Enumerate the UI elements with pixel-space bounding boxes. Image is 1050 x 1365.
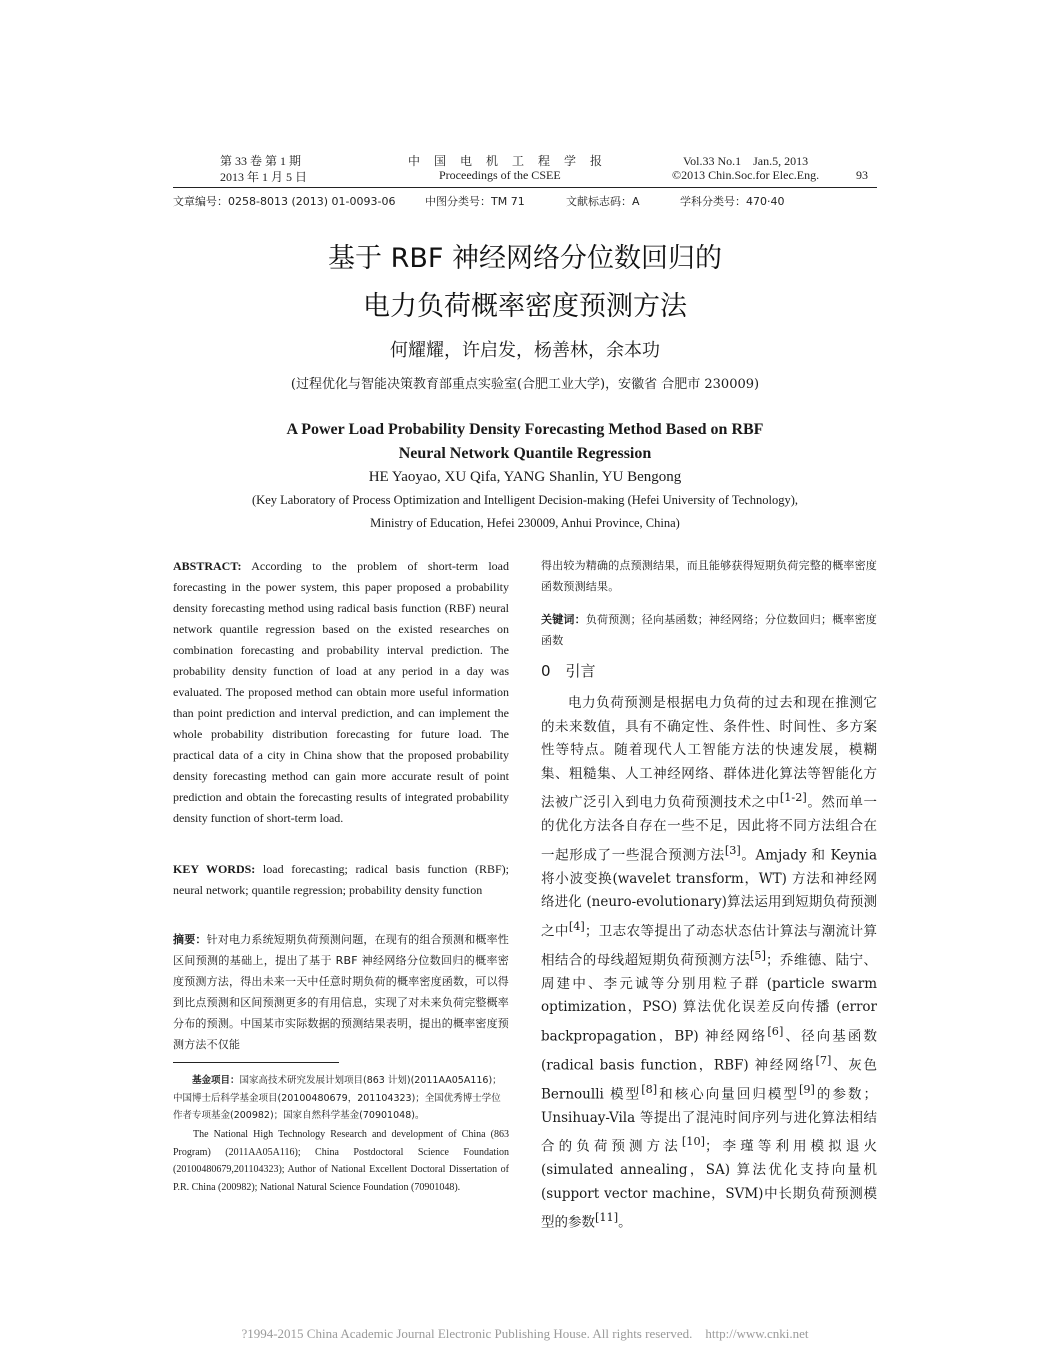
section-heading-intro: 0 引言 (541, 662, 596, 680)
header-rule (173, 187, 877, 188)
keywords-en-label: KEY WORDS: (173, 862, 256, 876)
abstract-cn-text: 针对电力系统短期负荷预测问题，在现有的组合预测和概率性区间预测的基础上，提出了基于 RBF 神经网络分位数回归的概率密度预测方法，得出未来一天中任意时期负荷的概率密度函数，可以得到比点预测和区间预测更多的有用信息，实现了对未来负荷完整概率分布的预测。中国某市实际数据的预测结果表明，提出的概率密度预测方法不仅能 (173, 933, 510, 1051)
intro-text-i: 的参数；Unsihuay-Vila 等提出了混沌时间序列与进化算法相结合的负荷预测方法 (541, 1086, 878, 1155)
citation-3: [3] (724, 843, 741, 857)
affiliation-en-line2: Ministry of Education, Hefei 230009, Anhui Province, China) (370, 516, 680, 530)
keywords-en-text: load forecasting; radical basis function (RBF); neural network; quantile regression; probability density function (173, 862, 509, 897)
authors-cn: 何耀耀，许启发，杨善林，余本功 (390, 340, 660, 361)
citation-10: [10] (681, 1135, 705, 1148)
intro-text-g: 、灰色 Bernoulli 模型 (541, 1057, 877, 1102)
clc-number: 中图分类号：TM 71 (425, 195, 525, 208)
document-code: 文献标志码：A (566, 195, 640, 208)
title-cn-line1: 基于 RBF 神经网络分位数回归的 (328, 243, 722, 274)
article-number: 文章编号：0258-8013 (2013) 01-0093-06 (173, 195, 396, 208)
abstract-en (173, 556, 509, 829)
keywords-en (173, 859, 509, 901)
affiliation-en-line1: (Key Laboratory of Process Optimization and Intelligent Decision-making (Hefei University of Technology), (252, 493, 798, 507)
header-journal-cn: 中 国 电 机 工 程 学 报 (408, 154, 604, 168)
authors-en: HE Yaoyao, XU Qifa, YANG Shanlin, YU Bengong (368, 469, 682, 485)
abstract-cn (173, 929, 509, 1055)
header-volume: 第 33 卷 第 1 期 (220, 154, 302, 168)
header-copyright: ©2013 Chin.Soc.for Elec.Eng. (672, 168, 820, 182)
intro-text-a: 电力负荷预测是根据电力负荷的过去和现在推测它的未来数值，具有不确定性、条件性、时间性、多方案性等特点。随着现代人工智能方法的快速发展，模糊集、粗糙集、人工神经网络、群体进化算法等智能化方法被广泛引入到电力负荷预测技术之中 (541, 695, 877, 811)
intro-text-e: ；乔维德、陆宁、周建中、李元诚等分别用粒子群 (particle swarm optimization，PSO) 算法优化误差反向传播 (error backpropagation，BP) 神经网络 (541, 952, 878, 1044)
intro-paragraph (541, 692, 877, 1235)
citation-11: [11] (595, 1211, 619, 1224)
footnote-cn-label: 基金项目： (192, 1075, 240, 1086)
footnote-rule (173, 1062, 339, 1063)
intro-text-h: 和核心向量回归模型 (657, 1086, 799, 1102)
citation-4: [4] (568, 919, 585, 933)
footnote-cn-text: 国家高技术研究发展计划项目(863 计划)(2011AA05A116)；中国博士后科学基金项目(20100480679，201104323)；全国优秀博士学位作者专项基金(200982)；国家自然科学基金(70901048)。 (173, 1075, 502, 1121)
intro-text-j: ；李瑾等利用模拟退火 (simulated annealing，SA) 算法优化支持向量机 (support vector machine，SVM)中长期负荷预测模型的参数 (541, 1138, 878, 1231)
keywords-cn-label: 关键词： (541, 613, 586, 626)
abstract-en-label: ABSTRACT: (173, 559, 242, 573)
citation-1-2: [1-2] (779, 791, 807, 804)
intro-text-d: ；卫志农等提出了动态状态估计算法与潮流计算相结合的母线超短期负荷预测方法 (541, 923, 878, 968)
abstract-cn-label: 摘要： (173, 933, 207, 946)
abstract-en-text: According to the problem of short-term load forecasting in the power system, this paper proposed a probability density forecasting method using radical basis function (RBF) neural network quantile regression based on the existed researches on combination forecasting and probability interval prediction. The probability density function of load at any period in a day was evaluated. The proposed method can obtain more useful information than point prediction and interval prediction, and can implement the whole probability distribution forecasting for future load. The practical data of a city in China show that the proposed probability density forecasting method can gain more accurate result of point prediction and obtain the forecasting results of integrated probability density function of short-term load. (173, 559, 509, 825)
header-date: 2013 年 1 月 5 日 (220, 170, 308, 184)
footnote-cn (173, 1072, 509, 1125)
page-number: 93 (856, 168, 868, 182)
subject-code: 学科分类号：470·40 (680, 195, 785, 208)
citation-9: [9] (798, 1082, 815, 1096)
header-vol-en: Vol.33 No.1 Jan.5, 2013 (683, 154, 809, 168)
citation-5: [5] (750, 948, 766, 962)
title-en-line1: A Power Load Probability Density Forecasting Method Based on RBF (286, 421, 764, 438)
keywords-cn (541, 609, 877, 651)
citation-7: [7] (815, 1053, 832, 1067)
title-en-line2: Neural Network Quantile Regression (398, 445, 652, 462)
citation-8: [8] (641, 1082, 658, 1096)
header-journal-en: Proceedings of the CSEE (439, 168, 561, 182)
page-footer: ?1994-2015 China Academic Journal Electronic Publishing House. All rights reserved. http://www.cnki.net (241, 1326, 809, 1341)
intro-text-b: 。然而单一的优化方法各自存在一些不足，因此将不同方法组合在一起形成了一些混合预测方法 (541, 794, 878, 863)
keywords-cn-text: 负荷预测；径向基函数；神经网络；分位数回归；概率密度函数 (541, 613, 878, 647)
intro-text-c: 。Amjady 和 Keynia 将小波变换(wavelet transform，WT) 方法和神经网络进化 (neuro-evolutionary)算法运用到短期负荷预测之中 (541, 847, 878, 939)
citation-6: [6] (767, 1024, 784, 1038)
title-cn-line2: 电力负荷概率密度预测方法 (363, 291, 687, 322)
abstract-cn-continued: 得出较为精确的点预测结果，而且能够获得短期负荷完整的概率密度函数预测结果。 (541, 559, 877, 593)
affiliation-cn: (过程优化与智能决策教育部重点实验室(合肥工业大学)，安徽省 合肥市 230009) (290, 377, 760, 392)
intro-text-k: 。 (618, 1214, 632, 1231)
intro-text-f: 、径向基函数 (radical basis function，RBF) 神经网络 (541, 1028, 878, 1073)
footnote-en: The National High Technology Research and development of China (863 Program) (2011AA05A116); China Postdoctoral Science Foundation (20100480679,201104323); Author of National Excellent Doctoral Dissertation of P.R. China (200982); National Natural Science Foundation (70901048). (173, 1129, 509, 1193)
